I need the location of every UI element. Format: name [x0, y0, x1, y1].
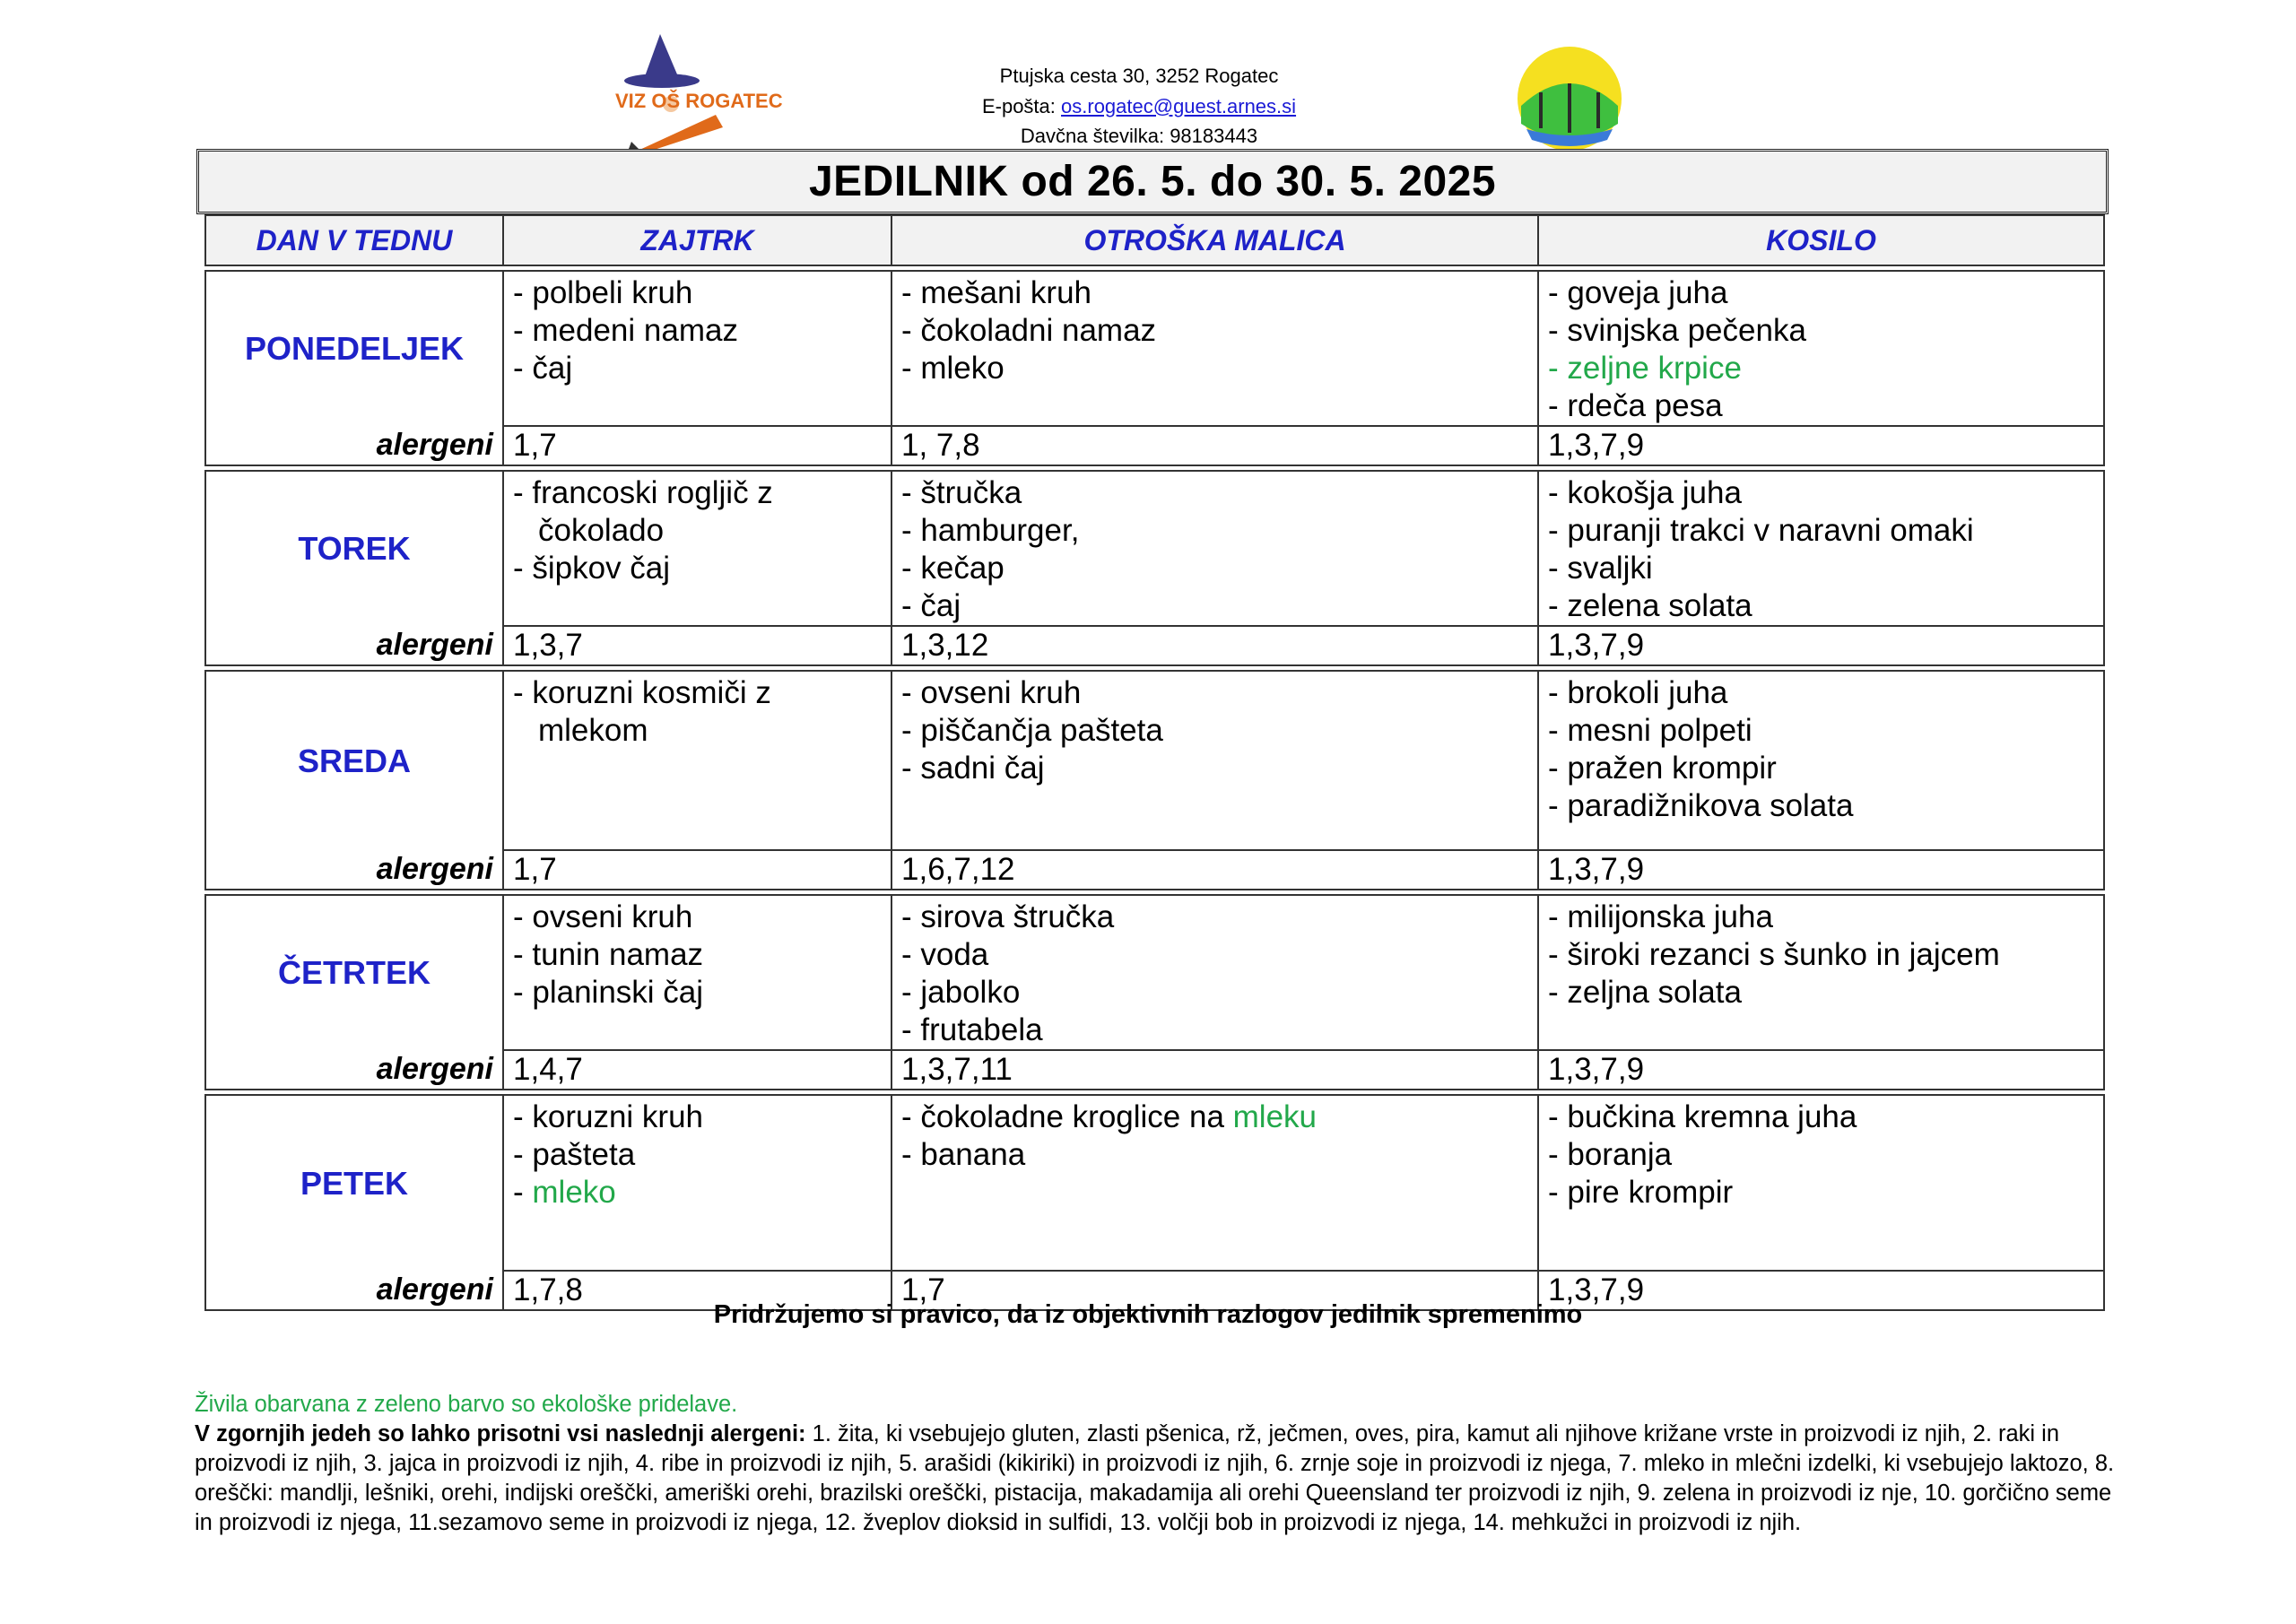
menu-item	[1548, 312, 2103, 350]
menu-item	[513, 899, 891, 936]
meal-cell-kosilo	[1538, 271, 2104, 426]
menu-item-text: - zelena solata	[1548, 588, 1752, 623]
menu-item	[901, 974, 1537, 1012]
allergen-codes: 1,7	[503, 850, 891, 890]
meal-cell-zajtrk	[503, 271, 891, 426]
menu-item-text: -	[513, 1175, 533, 1210]
allergen-codes: 1,6,7,12	[891, 850, 1538, 890]
meal-cell-zajtrk	[503, 895, 891, 1050]
allergen-codes: 1, 7,8	[891, 426, 1538, 465]
menu-item	[901, 512, 1537, 550]
col-lunch: KOSILO	[1538, 215, 2104, 265]
menu-item-organic: mleku	[1232, 1099, 1318, 1134]
menu-item	[901, 312, 1537, 350]
menu-item	[513, 674, 891, 712]
menu-item	[901, 1136, 1537, 1174]
allergen-codes: 1,7	[891, 1271, 1538, 1310]
menu-item-text: - goveja juha	[1548, 275, 1728, 310]
menu-item-text: - paradižnikova solata	[1548, 788, 1854, 823]
eco-note: Živila obarvana z zeleno barvo so ekološke pridelave.	[195, 1392, 738, 1417]
table-header-row	[205, 215, 2104, 265]
menu-item-text: - koruzni kruh	[513, 1099, 704, 1134]
email-link[interactable]: os.rogatec@guest.arnes.si	[1061, 94, 1297, 117]
menu-item-text: - kečap	[901, 551, 1004, 586]
allergen-codes: 1,3,7,11	[891, 1050, 1538, 1090]
svg-text:VIZ OŠ ROGATEC: VIZ OŠ ROGATEC	[615, 90, 783, 112]
menu-item	[1548, 474, 2103, 512]
menu-item-text: - boranja	[1548, 1137, 1673, 1172]
menu-item-text: - puranji trakci v naravni omaki	[1548, 513, 1974, 548]
menu-item	[901, 1012, 1537, 1049]
menu-item	[513, 974, 891, 1012]
menu-item-text: - brokoli juha	[1548, 675, 1728, 710]
allergen-codes: 1,3,7,9	[1538, 850, 2104, 890]
menu-item	[901, 474, 1537, 512]
allergen-codes: 1,3,12	[891, 626, 1538, 665]
meal-cell-malica	[891, 271, 1538, 426]
menu-item-text: - frutabela	[901, 1012, 1043, 1047]
menu-item	[1548, 712, 2103, 750]
menu-item-text: - čaj	[901, 588, 961, 623]
meal-cell-malica	[891, 1095, 1538, 1271]
menu-item	[1548, 1174, 2103, 1211]
menu-item-text: - bučkina kremna juha	[1548, 1099, 1857, 1134]
menu-item	[513, 1136, 891, 1174]
allergen-label: alergeni	[205, 850, 503, 890]
menu-item-text: - francoski rogljič z	[513, 475, 773, 510]
menu-item-text: - ovseni kruh	[513, 899, 693, 934]
menu-item	[1548, 274, 2103, 312]
day-name: ČETRTEK	[205, 895, 503, 1050]
menu-item	[901, 550, 1537, 587]
allergen-label: alergeni	[205, 626, 503, 665]
col-day: DAN V TEDNU	[205, 215, 503, 265]
allergen-label: alergeni	[205, 1050, 503, 1090]
col-snack: OTROŠKA MALICA	[891, 215, 1538, 265]
allergen-codes: 1,7,8	[503, 1271, 891, 1310]
menu-item-text: - pašteta	[513, 1137, 636, 1172]
menu-item	[513, 936, 891, 974]
meal-cell-kosilo	[1538, 1095, 2104, 1271]
menu-item-text: - sirova štručka	[901, 899, 1115, 934]
menu-item-text: - mešani kruh	[901, 275, 1092, 310]
day-name: PETEK	[205, 1095, 503, 1271]
menu-item	[513, 550, 891, 587]
menu-item-text: - štručka	[901, 475, 1022, 510]
meal-cell-malica	[891, 471, 1538, 626]
menu-item	[1548, 674, 2103, 712]
allergen-codes: 1,7	[503, 426, 891, 465]
menu-item	[1548, 750, 2103, 787]
menu-item-text: - zeljne krpice	[1548, 351, 1742, 386]
menu-item-organic: mleko	[532, 1175, 616, 1210]
tax-line: Davčna številka: 98183443	[1020, 125, 1258, 147]
menu-item	[1548, 512, 2103, 550]
address-line: Ptujska cesta 30, 3252 Rogatec	[999, 65, 1279, 87]
weekly-menu-table	[204, 214, 2105, 1311]
menu-item-text: - pire krompir	[1548, 1175, 1734, 1210]
menu-item-text: - svaljki	[1548, 551, 1653, 586]
menu-item-text: - tunin namaz	[513, 937, 704, 972]
menu-item-text: čokolado	[538, 513, 665, 548]
allergen-codes: 1,4,7	[503, 1050, 891, 1090]
menu-item-text: - planinski čaj	[513, 975, 704, 1010]
day-row	[205, 271, 2104, 426]
menu-item	[513, 1174, 891, 1211]
allergen-row	[205, 626, 2104, 665]
change-notice: Pridržujemo si pravico, da iz objektivnih razlogov jedilnik spremenimo	[713, 1300, 1583, 1329]
menu-item-text: - hamburger,	[901, 513, 1080, 548]
menu-item	[1548, 350, 2103, 387]
menu-item	[901, 899, 1537, 936]
menu-item	[901, 750, 1537, 787]
meal-cell-malica	[891, 671, 1538, 850]
menu-item-text: - sadni čaj	[901, 751, 1045, 786]
meal-cell-kosilo	[1538, 471, 2104, 626]
menu-item-text: mlekom	[538, 713, 648, 748]
menu-item-text: - čokoladne kroglice na	[901, 1099, 1233, 1134]
menu-item	[513, 474, 891, 512]
meal-cell-zajtrk	[503, 1095, 891, 1271]
email-label: E-pošta:	[981, 94, 1056, 117]
meal-cell-kosilo	[1538, 895, 2104, 1050]
allergen-codes: 1,3,7,9	[1538, 426, 2104, 465]
menu-item-text: - mleko	[901, 351, 1004, 386]
school-address	[897, 61, 1381, 152]
allergen-footer	[195, 1390, 2132, 1538]
page-header	[0, 0, 2296, 152]
menu-item	[901, 587, 1537, 625]
menu-item-text: - piščančja pašteta	[901, 713, 1163, 748]
day-row	[205, 895, 2104, 1050]
menu-item	[901, 274, 1537, 312]
menu-item	[1548, 899, 2103, 936]
menu-item	[513, 274, 891, 312]
menu-item	[1548, 587, 2103, 625]
menu-item-text: - kokošja juha	[1548, 475, 1742, 510]
menu-item-text: - ovseni kruh	[901, 675, 1082, 710]
menu-item-text: - milijonska juha	[1548, 899, 1773, 934]
menu-item	[1548, 550, 2103, 587]
menu-item-text: - voda	[901, 937, 989, 972]
menu-title: JEDILNIK od 26. 5. do 30. 5. 2025	[808, 158, 1497, 205]
day-name: PONEDELJEK	[205, 271, 503, 426]
menu-item	[901, 674, 1537, 712]
menu-item-text: - banana	[901, 1137, 1026, 1172]
allergen-list	[195, 1420, 2132, 1538]
menu-item-text: - čaj	[513, 351, 573, 386]
meal-cell-zajtrk	[503, 471, 891, 626]
allergen-text: 1. žita, ki vsebujejo gluten, zlasti pšenica, rž, ječmen, oves, pira, kamut ali njihove križane vrste in proizvodi iz njih, 2. raki in proizvodi iz njih, 3. jajca in proizvodi iz njih, 4. ribe in proizvodi iz njih, 5. arašidi (kikiriki) in proizvodi iz njih, 6. zrnje soje in proizvodi iz njega, 7. mleko in mlečni izdelki, ki vsebujejo laktozo, 8. oreščki: mandlji, lešniki, orehi, indijski oreščki, ameriški orehi, brazilski oreščki, pistacija, makadamija ali orehi Queensland ter proizvodi iz njih, 9. zelena in proizvodi iz nje, 10. gorčično seme in proizvodi iz njega, 11.sezamovo seme in proizvodi iz njega, 12. žveplov dioksid in sulfidi, 13. volčji bob in proizvodi iz njega, 14. mehkužci in proizvodi iz njih.	[195, 1421, 2115, 1535]
meal-cell-zajtrk	[503, 671, 891, 850]
menu-item	[513, 712, 891, 750]
day-row	[205, 471, 2104, 626]
allergen-heading: V zgornjih jedeh so lahko prisotni vsi naslednji alergeni:	[195, 1421, 806, 1446]
meal-cell-kosilo	[1538, 671, 2104, 850]
allergen-codes: 1,3,7,9	[1538, 1271, 2104, 1310]
menu-item-text: - čokoladni namaz	[901, 313, 1157, 348]
menu-item	[901, 350, 1537, 387]
menu-item	[901, 936, 1537, 974]
allergen-label: alergeni	[205, 426, 503, 465]
menu-item-text: - šipkov čaj	[513, 551, 671, 586]
menu-item-text: - rdeča pesa	[1548, 388, 1723, 423]
menu-item-text: - medeni namaz	[513, 313, 738, 348]
day-name: SREDA	[205, 671, 503, 850]
menu-item	[1548, 1136, 2103, 1174]
menu-item	[513, 512, 891, 550]
eco-school-logo	[1514, 43, 1625, 154]
menu-item	[1548, 974, 2103, 1012]
menu-item-text: - zeljna solata	[1548, 975, 1742, 1010]
menu-item-text: - svinjska pečenka	[1548, 313, 1806, 348]
menu-body	[205, 265, 2104, 1310]
menu-item-text: - mesni polpeti	[1548, 713, 1752, 748]
menu-item	[1548, 936, 2103, 974]
menu-item-text: - široki rezanci s šunko in jajcem	[1548, 937, 2000, 972]
day-row	[205, 1095, 2104, 1271]
menu-item	[1548, 387, 2103, 425]
menu-item	[901, 712, 1537, 750]
allergen-row	[205, 426, 2104, 465]
menu-title-bar	[196, 149, 2109, 214]
menu-item	[513, 312, 891, 350]
day-row	[205, 671, 2104, 850]
allergen-codes: 1,3,7,9	[1538, 626, 2104, 665]
day-name: TOREK	[205, 471, 503, 626]
menu-item-text: - polbeli kruh	[513, 275, 693, 310]
menu-item	[1548, 787, 2103, 825]
allergen-codes: 1,3,7	[503, 626, 891, 665]
menu-item	[901, 1099, 1537, 1136]
allergen-row	[205, 1050, 2104, 1090]
allergen-row	[205, 850, 2104, 890]
meal-cell-malica	[891, 895, 1538, 1050]
school-logo	[608, 34, 814, 156]
menu-item	[513, 1099, 891, 1136]
menu-item-text: - pražen krompir	[1548, 751, 1777, 786]
menu-item-text: - koruzni kosmiči z	[513, 675, 771, 710]
col-breakfast: ZAJTRK	[503, 215, 891, 265]
menu-item	[1548, 1099, 2103, 1136]
menu-item-text: - jabolko	[901, 975, 1021, 1010]
menu-item	[513, 350, 891, 387]
allergen-label: alergeni	[205, 1271, 503, 1310]
allergen-codes: 1,3,7,9	[1538, 1050, 2104, 1090]
email-line	[897, 91, 1381, 122]
